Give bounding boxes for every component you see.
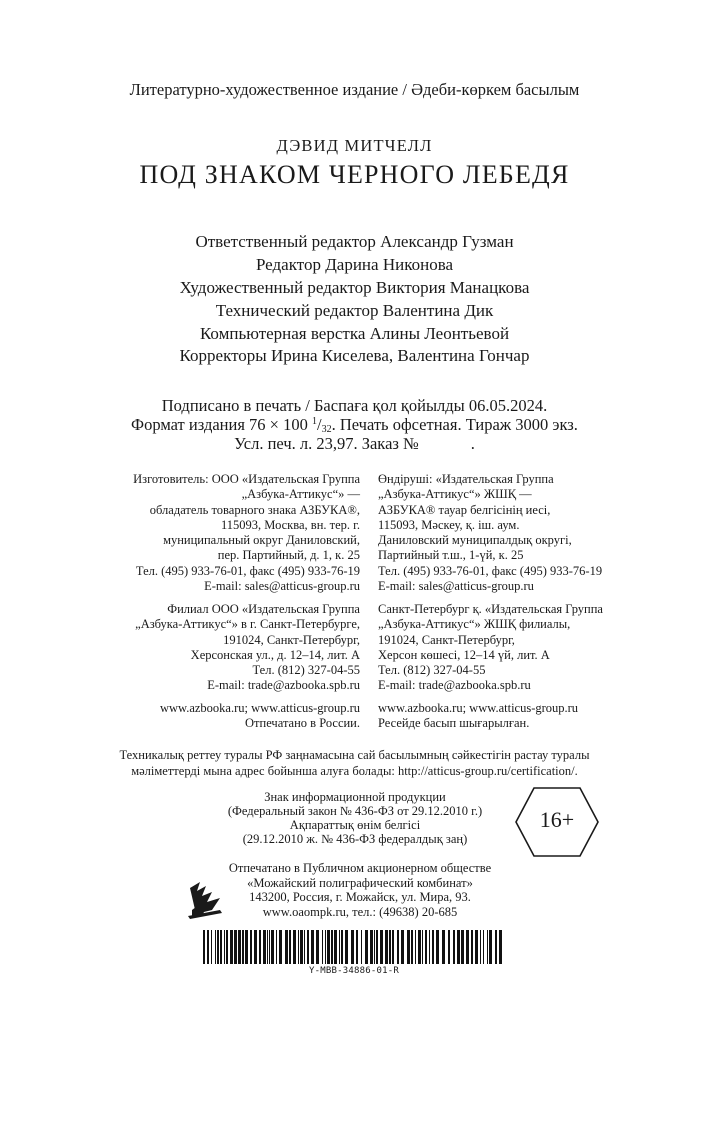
barcode-bar: [429, 930, 430, 964]
sheets-line: Усл. печ. л. 23,97. Заказ № .: [234, 434, 475, 453]
barcode-bar: [415, 930, 416, 964]
barcode-bar: [263, 930, 266, 964]
staff-line: Художественный редактор Виктория Манацкова: [179, 278, 530, 297]
barcode-bar: [316, 930, 319, 964]
barcode-bar: [334, 930, 337, 964]
age-rating-text: 16+: [539, 807, 575, 832]
barcode-bar: [374, 930, 375, 964]
author-name: ДЭВИД МИТЧЕЛЛ: [276, 136, 433, 155]
barcode-bar: [254, 930, 257, 964]
barcode-bar: [293, 930, 296, 964]
barcode-bar: [345, 930, 348, 964]
barcode-bar: [279, 930, 282, 964]
publisher-kz-line: Партийный т.ш., 1-үй, к. 25: [378, 548, 524, 563]
barcode-bar: [453, 930, 455, 964]
barcode-bar: [495, 930, 497, 964]
barcode-bar: [289, 930, 291, 964]
age-info-line: Ақпараттық өнім белгісі: [289, 818, 421, 832]
web-ru-line: Отпечатано в России.: [245, 716, 360, 731]
barcode-bar: [422, 930, 423, 964]
staff-line: Ответственный редактор Александр Гузман: [195, 232, 514, 251]
barcode-bar: [370, 930, 373, 964]
publisher-ru-line: муниципальный округ Даниловский,: [163, 533, 360, 548]
barcode-bar: [425, 930, 427, 964]
barcode-bar: [276, 930, 277, 964]
barcode-bar: [499, 930, 502, 964]
certification-line: мәліметтерді мына адрес бойынша алуға болады: http://atticus-group.ru/certification/.: [131, 764, 578, 778]
barcode-bar: [461, 930, 464, 964]
barcode-bar: [466, 930, 469, 964]
barcode-bar: [489, 930, 492, 964]
branch-ru-line: Херсонская ул., д. 12–14, лит. А: [190, 647, 360, 662]
barcode-bar: [325, 930, 326, 964]
staff-line: Корректоры Ирина Киселева, Валентина Гончар: [179, 346, 530, 365]
barcode-bar: [487, 930, 488, 964]
barcode-bar: [298, 930, 299, 964]
branch-kz-line: „Азбука-Аттикус“» ЖШҚ филиалы,: [378, 617, 571, 632]
barcode-bar: [271, 930, 274, 964]
branch-ru-line: Филиал ООО «Издательская Группа: [167, 602, 360, 616]
publisher-kz-line: Даниловский муниципалдық округі,: [378, 533, 572, 548]
book-title: ПОД ЗНАКОМ ЧЕРНОГО ЛЕБЕДЯ: [139, 160, 570, 189]
barcode-bar: [436, 930, 439, 964]
web-kz-line: Ресейде басып шығарылған.: [378, 716, 530, 731]
barcode-bar: [380, 930, 383, 964]
barcode-bar: [269, 930, 270, 964]
barcode-bar: [365, 930, 368, 964]
barcode-bar: [211, 930, 212, 964]
barcode-bar: [442, 930, 445, 964]
printer-line: «Можайский полиграфический комбинат»: [247, 875, 473, 890]
publisher-kz-line: АЗБУКА® тауар белгісінің иесі,: [378, 502, 551, 517]
barcode-bar: [448, 930, 450, 964]
format-suffix: . Печать офсетная. Тираж 3000 экз.: [331, 415, 578, 434]
barcode-bar: [351, 930, 354, 964]
barcode-bar: [480, 930, 481, 964]
barcode-bar: [407, 930, 410, 964]
publisher-kz-line: Өндіруші: «Издательская Группа: [378, 472, 554, 486]
barcode-bar: [285, 930, 288, 964]
publisher-ru-block: [133, 472, 360, 594]
publisher-ru-line: Тел. (495) 933-76-01, факс (495) 933-76-19: [135, 563, 360, 578]
staff-line: Редактор Дарина Никонова: [255, 255, 454, 274]
publisher-kz-line: 115093, Мәскеу, қ. іш. аум.: [378, 517, 520, 532]
barcode-bar: [300, 930, 303, 964]
barcode-bar: [220, 930, 222, 964]
format-line: Формат издания 76 × 100 $^1/_{32}$. Печать офсетная. Тираж 3000 экз.: [131, 415, 578, 435]
branch-kz-block: [378, 602, 603, 694]
barcode-bar: [311, 930, 314, 964]
web-ru-line: www.azbooka.ru; www.atticus-group.ru: [159, 701, 360, 715]
publisher-ru-line: 115093, Москва, вн. тер. г.: [220, 517, 360, 532]
branch-kz-line: 191024, Санкт-Петербург,: [378, 632, 515, 647]
barcode-bar: [483, 930, 484, 964]
web-ru-block: [160, 701, 360, 732]
barcode-bar: [245, 930, 248, 964]
publisher-kz-block: [378, 472, 602, 594]
branch-ru-line: Тел. (812) 327-04-55: [252, 663, 360, 678]
staff-line: Компьютерная верстка Алины Леонтьевой: [199, 324, 510, 343]
age-rating-badge: [514, 786, 600, 858]
barcode-bar: [234, 930, 237, 964]
barcode-bar: [259, 930, 261, 964]
barcode-bar: [203, 930, 205, 964]
branch-ru-line: „Азбука-Аттикус“» в г. Санкт-Петербурге,: [135, 617, 360, 632]
branch-kz-line: E-mail: trade@azbooka.spb.ru: [378, 678, 531, 693]
publisher-kz-line: E-mail: sales@atticus-group.ru: [378, 579, 534, 594]
barcode-bar: [307, 930, 309, 964]
branch-ru-block: [135, 602, 360, 694]
format-denominator: 32: [321, 424, 332, 435]
barcode-bar: [341, 930, 343, 964]
branch-kz-line: Тел. (812) 327-04-55: [378, 663, 486, 678]
staff-line: Технический редактор Валентина Дик: [215, 301, 494, 320]
barcode-bar: [392, 930, 394, 964]
publisher-ru-line: Изготовитель: ООО «Издательская Группа: [133, 472, 360, 486]
printer-line: Отпечатано в Публичном акционерном обществе: [228, 861, 492, 875]
barcode-bar: [418, 930, 421, 964]
age-info-block: [200, 790, 510, 846]
certification-line: Техникалық реттеу туралы РФ заңнамасына сай басылымның сәйкестігін растау туралы: [119, 748, 590, 762]
barcode-bar: [389, 930, 391, 964]
barcode-bar: [361, 930, 362, 964]
barcode-bar: [471, 930, 473, 964]
barcode-bar: [401, 930, 404, 964]
age-info-line: (29.12.2010 ж. № 436-ФЗ федералдық заң): [242, 832, 468, 846]
barcode-bar: [267, 930, 268, 964]
publisher-kz-line: Тел. (495) 933-76-01, факс (495) 933-76-19: [378, 563, 603, 578]
barcode-bar: [230, 930, 233, 964]
branch-kz-line: Херсон көшесі, 12–14 үй, лит. А: [378, 647, 550, 662]
barcode-bar: [250, 930, 252, 964]
barcode-bar: [224, 930, 225, 964]
barcode-bar: [238, 930, 241, 964]
format-numerator: 1: [311, 416, 317, 427]
barcode-bar: [356, 930, 358, 964]
publisher-ru-line: „Азбука-Аттикус“» —: [241, 487, 360, 502]
barcode-bar: [304, 930, 305, 964]
barcode-bar: [322, 930, 323, 964]
format-prefix: Формат издания 76 × 100: [131, 415, 308, 434]
barcode-code: Y-MBB-34886-01-R: [309, 966, 399, 976]
signed-line: Подписано в печать / Баспаға қол қойылды 06.05.2024.: [161, 396, 548, 415]
barcode-bar: [475, 930, 478, 964]
genre-line: Литературно-художественное издание / Әдеби-көркем басылым: [129, 80, 580, 99]
barcode-bar: [432, 930, 434, 964]
barcode-bar: [215, 930, 216, 964]
barcode-bar: [457, 930, 460, 964]
barcode-bar: [411, 930, 413, 964]
branch-ru-line: 191024, Санкт-Петербург,: [223, 632, 360, 647]
printer-line: www.oaompk.ru, тел.: (49638) 20-685: [262, 904, 458, 919]
barcode-bar: [242, 930, 244, 964]
branch-kz-line: Санкт-Петербург қ. «Издательская Группа: [378, 602, 603, 616]
barcode-bar: [207, 930, 209, 964]
age-info-line: (Федеральный закон № 436-ФЗ от 29.12.2010 г.): [227, 804, 483, 818]
barcode-bar: [376, 930, 378, 964]
age-info-line: Знак информационной продукции: [264, 790, 446, 804]
web-kz-block: [378, 701, 578, 732]
publisher-kz-line: „Азбука-Аттикус“» ЖШҚ —: [378, 487, 532, 502]
printer-block: [210, 861, 510, 919]
web-kz-line: www.azbooka.ru; www.atticus-group.ru: [378, 701, 579, 715]
publisher-ru-line: обладатель товарного знака АЗБУКА®,: [149, 502, 360, 517]
publisher-ru-line: пер. Партийный, д. 1, к. 25: [217, 548, 360, 563]
barcode-bar: [331, 930, 333, 964]
barcode-bar: [327, 930, 330, 964]
barcode-bar: [226, 930, 228, 964]
publisher-ru-line: E-mail: sales@atticus-group.ru: [204, 579, 360, 594]
branch-ru-line: E-mail: trade@azbooka.spb.ru: [207, 678, 360, 693]
barcode-bar: [339, 930, 340, 964]
barcode-bar: [397, 930, 399, 964]
barcode: [203, 930, 505, 964]
printer-line: 143200, Россия, г. Можайск, ул. Мира, 93.: [249, 890, 471, 904]
barcode-bar: [217, 930, 219, 964]
barcode-bar: [385, 930, 388, 964]
sheets-text: Усл. печ. л. 23,97. Заказ №: [234, 434, 419, 453]
